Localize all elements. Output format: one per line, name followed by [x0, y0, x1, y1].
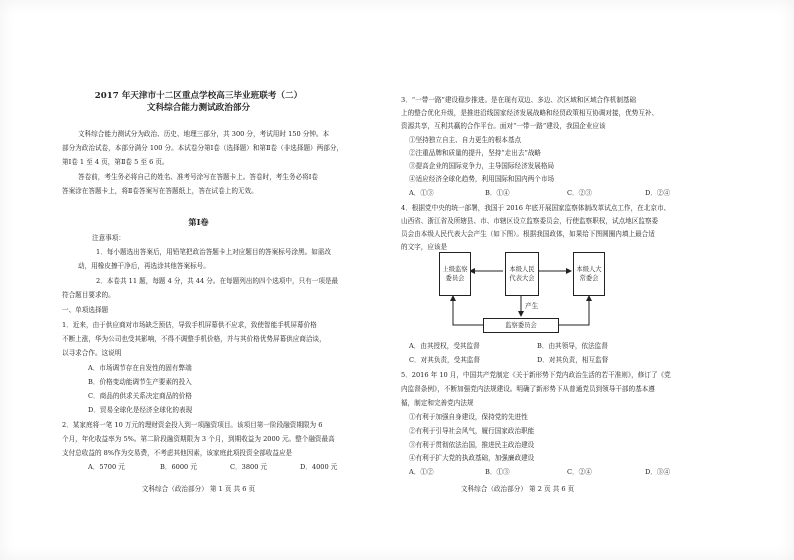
notice-line: 2．本卷共 11 题，每题 4 分，共 44 分。在每题列出的四个选项中，只有一项是最: [96, 277, 339, 285]
q5-line: 循，制定和完善党内法规: [401, 399, 474, 407]
q4-line: 员会由本级人民代表大会产生（如下图）。根据我国政体，如果给下图圆圈内填上最合适: [401, 230, 655, 238]
q1-line: 不断上涨，华为公司也受其影响，不得不调整手机价格，并与其价格优势屏幕供应商洽谈，: [62, 335, 326, 343]
q4-option-c: C．对其负责，受其监督: [409, 356, 480, 364]
diagram-box-peoples-congress: 本级人民代表大会: [505, 252, 539, 296]
right-page: [397, 0, 794, 560]
diagram-box-standing-committee: 本级人大常委会: [573, 252, 605, 296]
q5-option-a: A．①②: [409, 468, 434, 476]
q3-option-d: D．②④: [645, 189, 671, 197]
q5-option-d: D．③④: [645, 468, 671, 476]
section-title: 第Ⅰ卷: [188, 217, 209, 227]
q2-option-b: B．6000 元: [160, 463, 197, 471]
q4-line: 4．根据党中央的统一部署，我国于 2016 年底开展国家监察体制改革试点工作，在北京市、: [401, 204, 671, 212]
q4-option-d: D．对其负责，相互监督: [537, 356, 609, 364]
q5-item: ④有利于扩大党的执政基础，加强廉政建设: [409, 454, 535, 462]
q2-option-a: A．5700 元: [88, 463, 125, 471]
intro-line: 答卷前，考生务必将自己的姓名、准考号涂写在答题卡上。答卷时，考生务必将Ⅰ卷: [78, 173, 318, 181]
intro-line: 文科综合能力测试分为政治、历史、地理三部分，共 300 分，考试用时 150 分钟。本: [78, 130, 330, 138]
q3-line: 上的整合优化升级，是推进沿线国家经济发展战略和经贸政策相互协调对接，优势互补、: [401, 109, 659, 117]
q5-line: 5．2016 年 10 月，中国共产党制定《关于新形势下党内政治生活的若干准则》，修订了《党: [401, 371, 671, 379]
q3-option-c: C．②③: [567, 189, 592, 197]
q2-option-c: C．3800 元: [230, 463, 268, 471]
q5-item: ①有利于加强自身建设，保持党的先进性: [409, 413, 528, 421]
q4-option-a: A．由其授权，受其监督: [409, 342, 480, 350]
q1-option: B．价格变动能调节生产要素的投入: [88, 378, 192, 386]
q4-line: 山西省、浙江省及所辖县、市、市辖区设立监察委员会，行使监察职权，试点地区监察委: [401, 217, 659, 225]
q3-line: 资源共享，互利共赢的合作平台。面对“一带一路”建设，我国企业应该: [401, 122, 606, 130]
page-footer: 文科综合（政治部分） 第 1 页 共 6 页: [141, 485, 256, 493]
exam-title: 2017 年天津市十二区重点学校高三毕业班联考（二）: [94, 91, 303, 101]
q5-item: ③有利于贯彻依法治国，推进民主政治建设: [409, 441, 535, 449]
q2-option-d: D．4000 元: [300, 463, 338, 471]
q1-line: 1．近来，由于供应商对市场缺乏预估，导致手机屏幕供不应求，致使智能手机屏幕价格: [62, 321, 317, 329]
q1-option: A．市场调节存在自发性的固有弊端: [88, 364, 192, 372]
org-diagram: [397, 0, 794, 560]
intro-line: 部分为政治试卷，本部分满分 100 分。本试卷分第Ⅰ卷（选择题）和第Ⅱ卷（非选择题）两部分，: [62, 144, 344, 152]
diagram-box-commission: 监察委员会: [483, 318, 559, 333]
notice-line: 1．每小题选出答案后，用铅笔把政治答题卡上对应题目的答案标号涂黑。如需改: [96, 248, 331, 256]
q3-option-a: A．①③: [409, 189, 434, 197]
q1-line: 以寻求合作。这说明: [62, 349, 122, 357]
q4-option-b: B．由其领导，依法监督: [537, 342, 608, 350]
q1-option: C．商品的供求关系决定商品的价格: [88, 392, 192, 400]
q5-item: ②有利于引导社会风气，履行国家政治职能: [409, 427, 535, 435]
q4-line: 的文字，应该是: [401, 243, 448, 251]
diagram-box-superior-commission: 上级监察委员会: [439, 252, 471, 296]
q3-item: ②注重品牌和质量的提升，坚持“走出去”战略: [409, 149, 542, 157]
q5-line: 内监督条例》，不断加强党内法规建设。明确了新形势下从普通党员到领导干部的基本遵: [401, 385, 655, 393]
q3-line: 3．“一带一路”建设稳步推进。是在现有双边、多边、次区域和区域合作机制基础: [401, 96, 637, 104]
q3-item: ④适应经济全球化趋势，利用国际和国内两个市场: [409, 175, 555, 183]
q2-line: 2．某家庭将一笔 10 万元的理财资金投入到一项融资项目。该项目第一阶段融资期限为 6: [62, 421, 323, 429]
exam-subtitle: 文科综合能力测试政治部分: [146, 103, 251, 113]
notice-line: 动，用橡皮擦干净后，再选涂其他答案标号。: [78, 262, 210, 270]
intro-line: 第Ⅰ卷 1 至 4 页，第Ⅱ卷 5 至 6 页。: [62, 158, 169, 166]
q3-item: ③提高企业的国际竞争力，主导国际经济发展格局: [409, 162, 555, 170]
notice-line: 符合题目要求的。: [62, 291, 115, 299]
q3-option-b: B．①④: [485, 189, 510, 197]
q5-option-c: C．②④: [567, 468, 592, 476]
page-footer: 文科综合（政治部分） 第 2 页 共 6 页: [461, 485, 575, 493]
intro-line: 答案涂在答题卡上，将Ⅱ卷答案写在答题纸上，答在试卷上的无效。: [62, 187, 258, 195]
q1-option: D．贸易全球化是经济全球化的表现: [88, 406, 193, 414]
q2-line: 支付总收益的 8%作为交易费，不考虑其他因素，该家庭此项投资全部收益应是: [62, 449, 293, 457]
q2-line: 个月，年化收益率为 5%。第二阶段融资期限为 3 个月，到期收益为 2000 元。整个融资最高: [62, 435, 335, 443]
q5-option-b: B．①③: [485, 468, 510, 476]
q3-item: ①坚持独立自主、自力更生的根本基点: [409, 136, 522, 144]
diagram-arrow-label: 产生: [525, 302, 539, 310]
mc-title: 一、单项选择题: [62, 306, 109, 314]
notice-title: 注意事项：: [92, 234, 125, 242]
